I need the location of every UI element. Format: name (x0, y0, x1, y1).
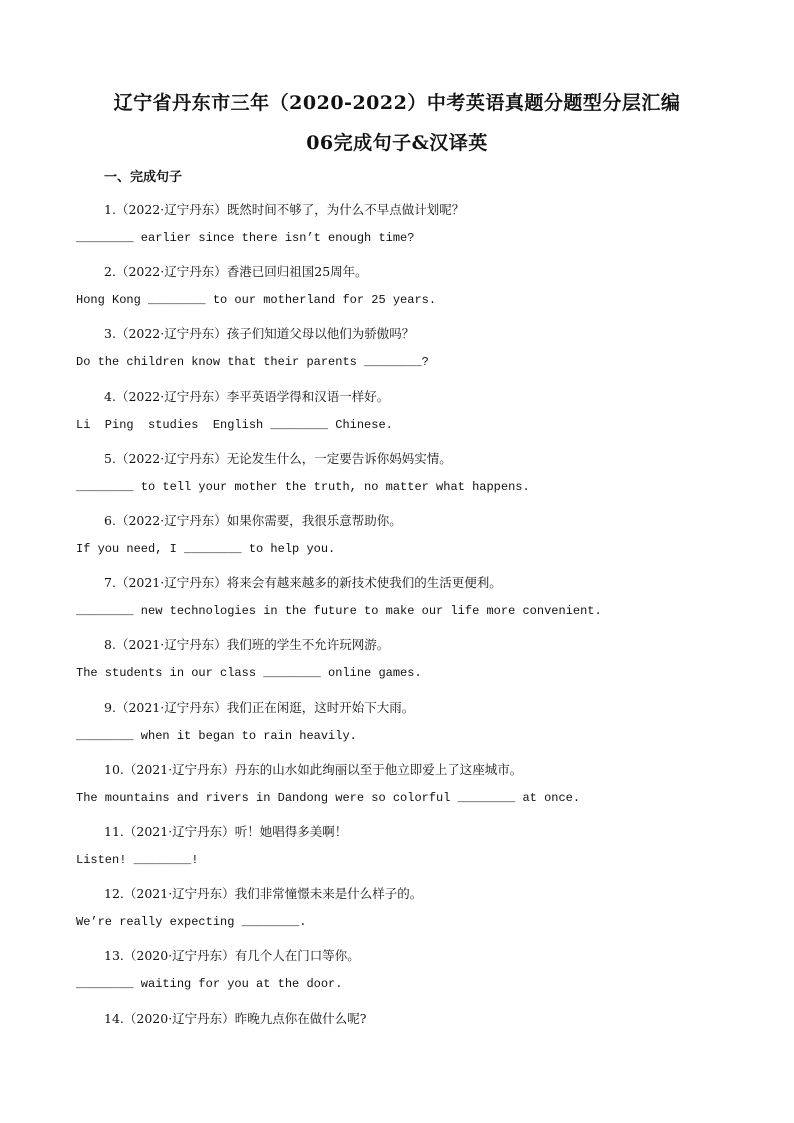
question-prompt (104, 822, 347, 840)
question-number: 2. (104, 264, 116, 280)
question-chinese-text: 有几个人在门口等你。 (234, 948, 360, 964)
question-chinese-text: 昨晚九点你在做什么呢? (234, 1010, 367, 1026)
question-english-sentence: ________ earlier since there isn’t enough time? (76, 231, 415, 245)
question-source: （2020·辽宁丹东） (123, 948, 235, 964)
question-english-sentence: Li Ping studies English ________ Chinese. (76, 417, 393, 432)
question-chinese-text: 我们正在闲逛，这时开始下大雨。 (226, 699, 415, 715)
question-english-sentence: The mountains and rivers in Dandong were so colorful ________ at once. (76, 790, 581, 805)
question-prompt (104, 262, 368, 280)
question-number: 13. (104, 948, 124, 964)
question-chinese-text: 孩子们知道父母以他们为骄傲吗？ (226, 326, 415, 342)
question-number: 4. (104, 388, 116, 404)
question-english-sentence: We’re really expecting ________. (76, 915, 307, 930)
question-source: （2022·辽宁丹东） (115, 450, 227, 466)
question-prompt (104, 946, 360, 964)
question-english-sentence: Listen! ________! (76, 853, 199, 867)
question-prompt (104, 884, 422, 902)
question-number: 9. (104, 699, 116, 715)
question-number: 14. (104, 1010, 124, 1026)
question-chinese-text: 听！她唱得多美啊！ (234, 824, 348, 839)
question-prompt (104, 635, 389, 653)
question-number: 10. (104, 761, 124, 777)
question-english-sentence: The students in our class ________ online games. (76, 666, 422, 681)
question-english-sentence: Hong Kong ________ to our motherland for 25 years. (76, 293, 437, 308)
question-number: 7. (104, 575, 116, 591)
question-english-sentence: ________ when it began to rain heavily. (76, 728, 357, 743)
question-english-sentence: Do the children know that their parents ________? (76, 355, 429, 370)
question-prompt (104, 387, 389, 405)
question-source: （2021·辽宁丹东） (123, 824, 235, 839)
question-source: （2021·辽宁丹东） (123, 761, 235, 777)
question-prompt (104, 760, 522, 778)
question-source: （2022·辽宁丹东） (115, 202, 227, 217)
question-chinese-text: 如果你需要，我很乐意帮助你。 (226, 513, 402, 528)
document-title-line2: 06完成句子&汉译英 (306, 132, 488, 154)
question-english-sentence: ________ waiting for you at the door. (76, 977, 343, 992)
question-source: （2022·辽宁丹东） (115, 513, 227, 528)
question-chinese-text: 将来会有越来越多的新技术使我们的生活更便利。 (226, 575, 502, 591)
question-prompt (104, 324, 414, 342)
question-source: （2021·辽宁丹东） (123, 886, 235, 902)
question-number: 6. (104, 513, 116, 528)
question-prompt (104, 1009, 366, 1027)
question-chinese-text: 李平英语学得和汉语一样好。 (226, 388, 390, 404)
question-chinese-text: 既然时间不够了，为什么不早点做计划呢？ (226, 202, 465, 217)
question-english-sentence: ________ new technologies in the future to make our life more convenient. (76, 604, 602, 619)
question-source: （2021·辽宁丹东） (115, 637, 227, 653)
question-source: （2020·辽宁丹东） (123, 1010, 235, 1026)
question-english-sentence: ________ to tell your mother the truth, no matter what happens. (76, 479, 530, 494)
question-chinese-text: 丹东的山水如此绚丽以至于他立即爱上了这座城市。 (234, 761, 523, 777)
document-title-line1: 辽宁省丹东市三年（2020-2022）中考英语真题分题型分层汇编 (113, 92, 681, 114)
question-number: 1. (104, 202, 116, 217)
question-prompt (104, 511, 402, 529)
question-english-sentence: If you need, I ________ to help you. (76, 542, 336, 556)
question-prompt (104, 573, 502, 591)
question-number: 5. (104, 450, 116, 466)
question-number: 12. (104, 886, 124, 902)
question-source: （2022·辽宁丹东） (115, 264, 227, 280)
question-chinese-text: 无论发生什么，一定要告诉你妈妈实情。 (226, 450, 452, 466)
question-number: 3. (104, 326, 116, 342)
question-prompt (104, 698, 414, 716)
question-source: （2022·辽宁丹东） (115, 388, 227, 404)
question-chinese-text: 香港已回归祖国25周年。 (226, 264, 368, 280)
question-source: （2021·辽宁丹东） (115, 575, 227, 591)
question-prompt (104, 200, 464, 218)
question-number: 11. (104, 824, 124, 839)
section-heading: 一、完成句子 (104, 170, 183, 185)
question-source: （2021·辽宁丹东） (115, 699, 227, 715)
question-prompt (104, 449, 452, 467)
question-chinese-text: 我们非常憧憬未来是什么样子的。 (234, 886, 423, 902)
question-number: 8. (104, 637, 116, 653)
question-chinese-text: 我们班的学生不允许玩网游。 (226, 637, 390, 653)
question-source: （2022·辽宁丹东） (115, 326, 227, 342)
